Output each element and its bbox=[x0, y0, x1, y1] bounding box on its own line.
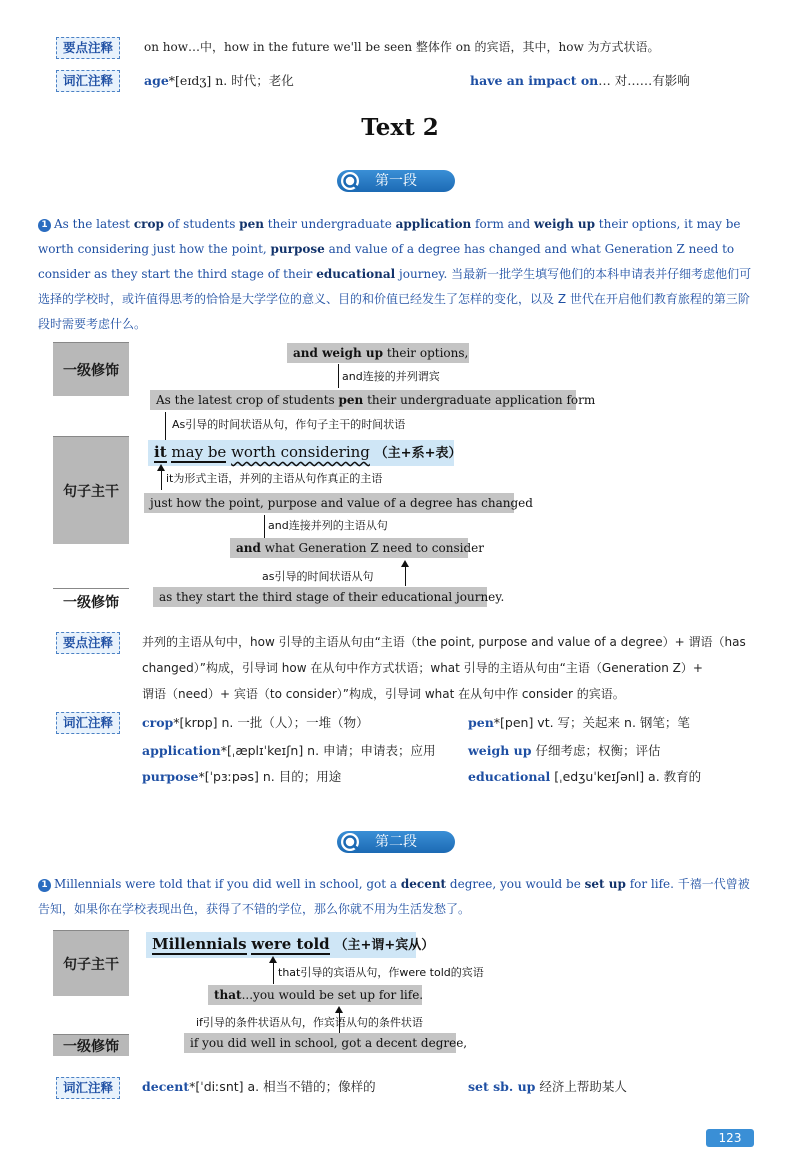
vocab-tag: 词汇注释 bbox=[56, 712, 120, 734]
connector-line bbox=[338, 364, 339, 388]
diagram-note: and连接并列的主语从句 bbox=[268, 519, 388, 532]
sentence-core bbox=[148, 440, 462, 466]
paragraph-translation: 当最新一批学生填写他们的本科申请表并仔细考虑他们可选择的学校时，或许值得思考的恰恰是大学学位的意义、目的和价值已经发生了怎样的变化，以及 Z 世代在开启他们教育旅程的第三阶段时需要考虑什么。 bbox=[38, 267, 752, 331]
vocab-tag: 词汇注释 bbox=[56, 70, 120, 92]
clause-bar: and what Generation Z need to consider bbox=[230, 538, 468, 558]
paragraph-number: 1 bbox=[38, 879, 51, 892]
section-label-text: 第二段 bbox=[375, 834, 417, 850]
vocab-def: … 对……有影响 bbox=[598, 73, 690, 88]
section-label-text: 第一段 bbox=[375, 173, 417, 189]
keypoint-text: on how…中，how in the future we'll be seen 整体作 on 的宾语，其中，how 为方式状语。 bbox=[144, 40, 660, 54]
vocab-tag: 词汇注释 bbox=[56, 1077, 120, 1099]
vocab-word: age bbox=[144, 73, 169, 88]
core-verb: may be bbox=[171, 443, 227, 461]
core-predicative: worth considering bbox=[231, 443, 370, 461]
clause-bar: as they start the third stage of their educational journey. bbox=[153, 587, 487, 607]
keypoint-tag: 要点注释 bbox=[56, 37, 120, 59]
core-structure: （主+谓+宾从） bbox=[334, 938, 435, 953]
clause-bar: if you did well in school, got a decent degree, bbox=[184, 1033, 456, 1053]
diagram-side-label: 一级修饰 bbox=[53, 342, 129, 396]
vocab-item-weigh-up: weigh up 仔细考虑；权衡；评估 bbox=[468, 743, 661, 758]
vocab-word: have an impact on bbox=[470, 73, 599, 88]
paragraph-1: 1 As the latest crop of students pen their undergraduate application form and weigh up their options, it may be worth considering just how the point, purpose and value of a degree has changed and what Generation Z need to consider as they start the third stage of their educational journey. 当最新一批学生填写他们的本科申请表并仔细考虑他们可选择的学校时，或许值得思考的恰恰是大学学位的意义、目的和价值已经发生了怎样的变化，以及 Z 世代在开启他们教育旅程的第三阶段时需要考虑什么。 bbox=[38, 217, 752, 331]
vocab-item-decent: decent*[ˈdiːsnt] a. 相当不错的；像样的 bbox=[142, 1079, 376, 1094]
connector-line bbox=[264, 515, 265, 539]
paragraph-number: 1 bbox=[38, 219, 51, 232]
vocab-item-impact bbox=[470, 72, 690, 90]
text-title: Text 2 bbox=[361, 114, 439, 141]
core-subject: Millennials bbox=[152, 935, 247, 953]
keypoint-tag: 要点注释 bbox=[56, 632, 120, 654]
diagram-side-label: 一级修饰 bbox=[53, 588, 129, 614]
diagram-note: that引导的宾语从句，作were told的宾语 bbox=[278, 966, 484, 979]
vocab-item-age bbox=[144, 72, 294, 90]
magnifier-icon bbox=[337, 831, 367, 853]
vocab-item-pen: pen*[pen] vt. 写；关起来 n. 钢笔；笔 bbox=[468, 715, 690, 730]
core-verb: were told bbox=[251, 935, 330, 953]
section-label-1 bbox=[337, 170, 455, 192]
vocab-item-crop: crop*[krɒp] n. 一批（人）；一堆（物） bbox=[142, 715, 369, 730]
arrow-icon bbox=[269, 956, 277, 963]
diagram-side-label: 一级修饰 bbox=[53, 1034, 129, 1056]
diagram-side-label: 句子主干 bbox=[53, 436, 129, 544]
diagram-note: it为形式主语，并列的主语从句作真正的主语 bbox=[166, 472, 383, 485]
paragraph-2: 1 Millennials were told that if you did well in school, got a decent degree, you would be set up for life. 千禧一代曾被告知，如果你在学校表现出色，获得了不错的学位，那么你就不用为生活发愁了。 bbox=[38, 877, 750, 916]
vocab-item-purpose: purpose*[ˈpɜːpəs] n. 目的；用途 bbox=[142, 769, 342, 784]
diagram-note: as引导的时间状语从句 bbox=[262, 570, 374, 583]
clause-bar: As the latest crop of students pen their undergraduate application form bbox=[150, 390, 576, 410]
diagram-note: As引导的时间状语从句，作句子主干的时间状语 bbox=[172, 418, 406, 431]
arrow-icon bbox=[401, 560, 409, 567]
keypoint-text: 并列的主语从句中，how 引导的主语从句由“主语（the point, purpose and value of a degree）+ 谓语（has changed）”构成，引导词 how 在从句中作方式状语；what 引导的主语从句由“主语（Generation Z）+ 谓语（need）+ 宾语（to consider）”构成，引导词 what 在从句中作 consider 的宾语。 bbox=[142, 635, 746, 701]
arrow-icon bbox=[335, 1006, 343, 1013]
connector-line bbox=[165, 412, 166, 440]
magnifier-icon bbox=[337, 170, 367, 192]
vocab-item-application: application*[ˌæplɪˈkeɪʃn] n. 申请；申请表；应用 bbox=[142, 743, 436, 758]
core-structure: （主+系+表） bbox=[374, 446, 462, 461]
vocab-item-set-up: set sb. up 经济上帮助某人 bbox=[468, 1079, 627, 1094]
sentence-core bbox=[146, 932, 435, 958]
core-subject: it bbox=[154, 443, 167, 461]
clause-bar: and weigh up their options, bbox=[287, 343, 469, 363]
clause-bar: just how the point, purpose and value of a degree has changed bbox=[144, 493, 514, 513]
diagram-note: if引导的条件状语从句，作宾语从句的条件状语 bbox=[196, 1016, 423, 1029]
section-label-2 bbox=[337, 831, 455, 853]
paragraph-translation: 千禧一代曾被告知，如果你在学校表现出色，获得了不错的学位，那么你就不用为生活发愁了。 bbox=[38, 877, 750, 916]
diagram-note: and连接的并列谓宾 bbox=[342, 370, 440, 383]
vocab-item-educational: educational [ˌedʒuˈkeɪʃənl] a. 教育的 bbox=[468, 769, 702, 784]
diagram-side-label: 句子主干 bbox=[53, 930, 129, 996]
vocab-def: *[eɪdʒ] n. 时代；老化 bbox=[168, 73, 294, 88]
page-number: 123 bbox=[706, 1129, 754, 1147]
clause-bar: that...you would be set up for life. bbox=[208, 985, 422, 1005]
arrow-icon bbox=[157, 464, 165, 471]
